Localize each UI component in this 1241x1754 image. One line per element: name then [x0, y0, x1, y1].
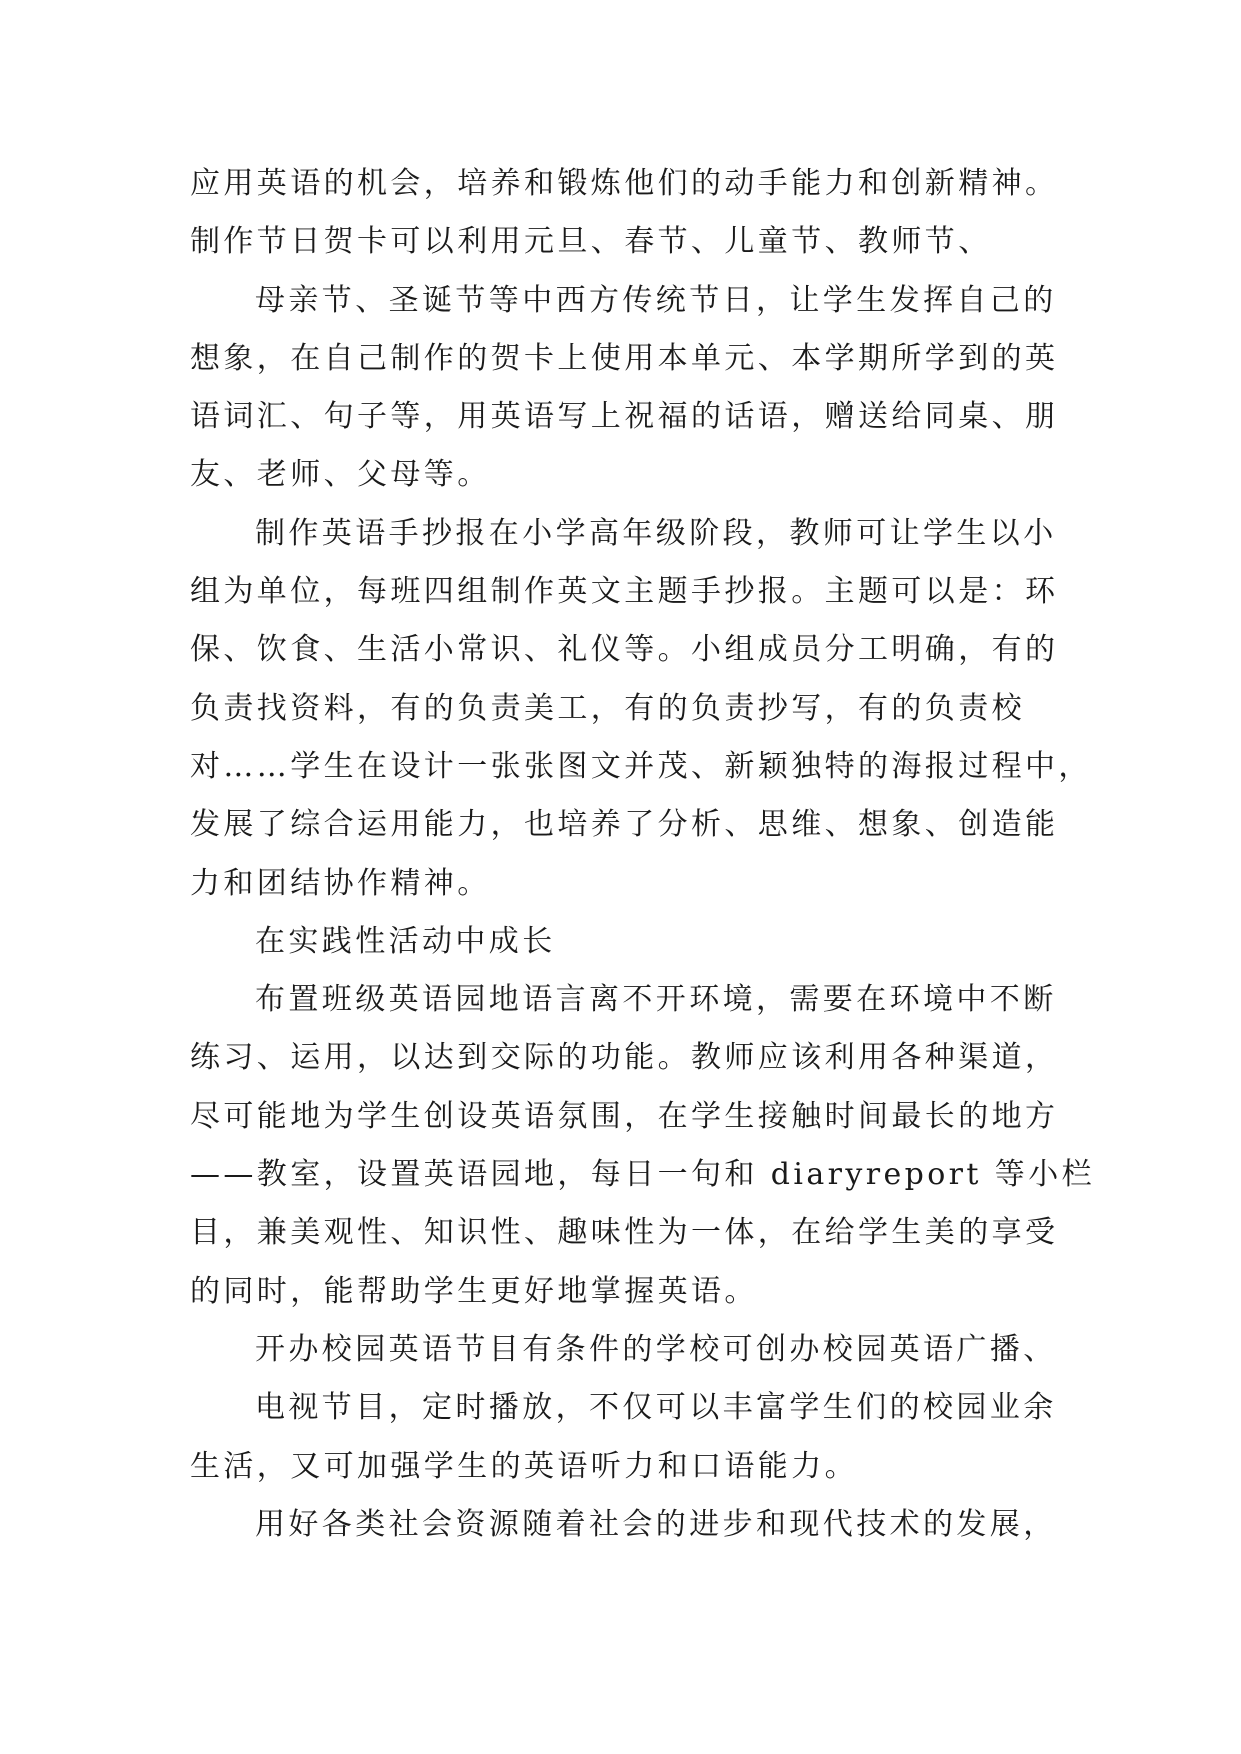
text-line: 力和团结协作精神。 [190, 865, 491, 901]
text-line: 想象，在自己制作的贺卡上使用本单元、本学期所学到的英 [190, 340, 1059, 376]
text-line: 目，兼美观性、知识性、趣味性为一体，在给学生美的享受 [190, 1215, 1059, 1251]
text-line: ——教室，设置英语园地，每日一句和 diaryreport 等小栏 [190, 1157, 1096, 1193]
document-body [190, 155, 1096, 1554]
text-line: 对……学生在设计一张张图文并茂、新颖独特的海报过程中， [190, 748, 1092, 784]
text-line: 保、饮食、生活小常识、礼仪等。小组成员分工明确，有的 [190, 632, 1059, 668]
text-line: 组为单位，每班四组制作英文主题手抄报。主题可以是：环 [190, 574, 1059, 610]
text-line: 制作节日贺卡可以利用元旦、春节、儿童节、教师节、 [190, 224, 992, 260]
text-line: 发展了综合运用能力，也培养了分析、思维、想象、创造能 [190, 807, 1059, 843]
text-line: 语词汇、句子等，用英语写上祝福的话语，赠送给同桌、朋 [190, 399, 1059, 435]
text-line: 生活，又可加强学生的英语听力和口语能力。 [190, 1448, 858, 1484]
text-line: 母亲节、圣诞节等中西方传统节日，让学生发挥自己的 [255, 282, 1057, 318]
text-line: 应用英语的机会，培养和锻炼他们的动手能力和创新精神。 [190, 166, 1059, 201]
text-line: 制作英语手抄报在小学高年级阶段，教师可让学生以小 [255, 515, 1057, 551]
text-line: 练习、运用，以达到交际的功能。教师应该利用各种渠道， [190, 1040, 1059, 1076]
text-line: 负责找资料，有的负责美工，有的负责抄写，有的负责校 [190, 690, 1025, 726]
text-line: 用好各类社会资源随着社会的进步和现代技术的发展， [255, 1506, 1057, 1542]
text-line: 友、老师、父母等。 [190, 457, 491, 493]
text-line: 尽可能地为学生创设英语氛围，在学生接触时间最长的地方 [190, 1098, 1059, 1134]
text-line: 的同时，能帮助学生更好地掌握英语。 [190, 1273, 758, 1309]
text-line: 开办校园英语节目有条件的学校可创办校园英语广播、 [255, 1331, 1057, 1367]
text-line: 电视节目，定时播放，不仅可以丰富学生们的校园业余 [255, 1390, 1057, 1426]
section-heading: 在实践性活动中成长 [255, 923, 556, 959]
text-line: 布置班级英语园地语言离不开环境，需要在环境中不断 [255, 982, 1057, 1018]
